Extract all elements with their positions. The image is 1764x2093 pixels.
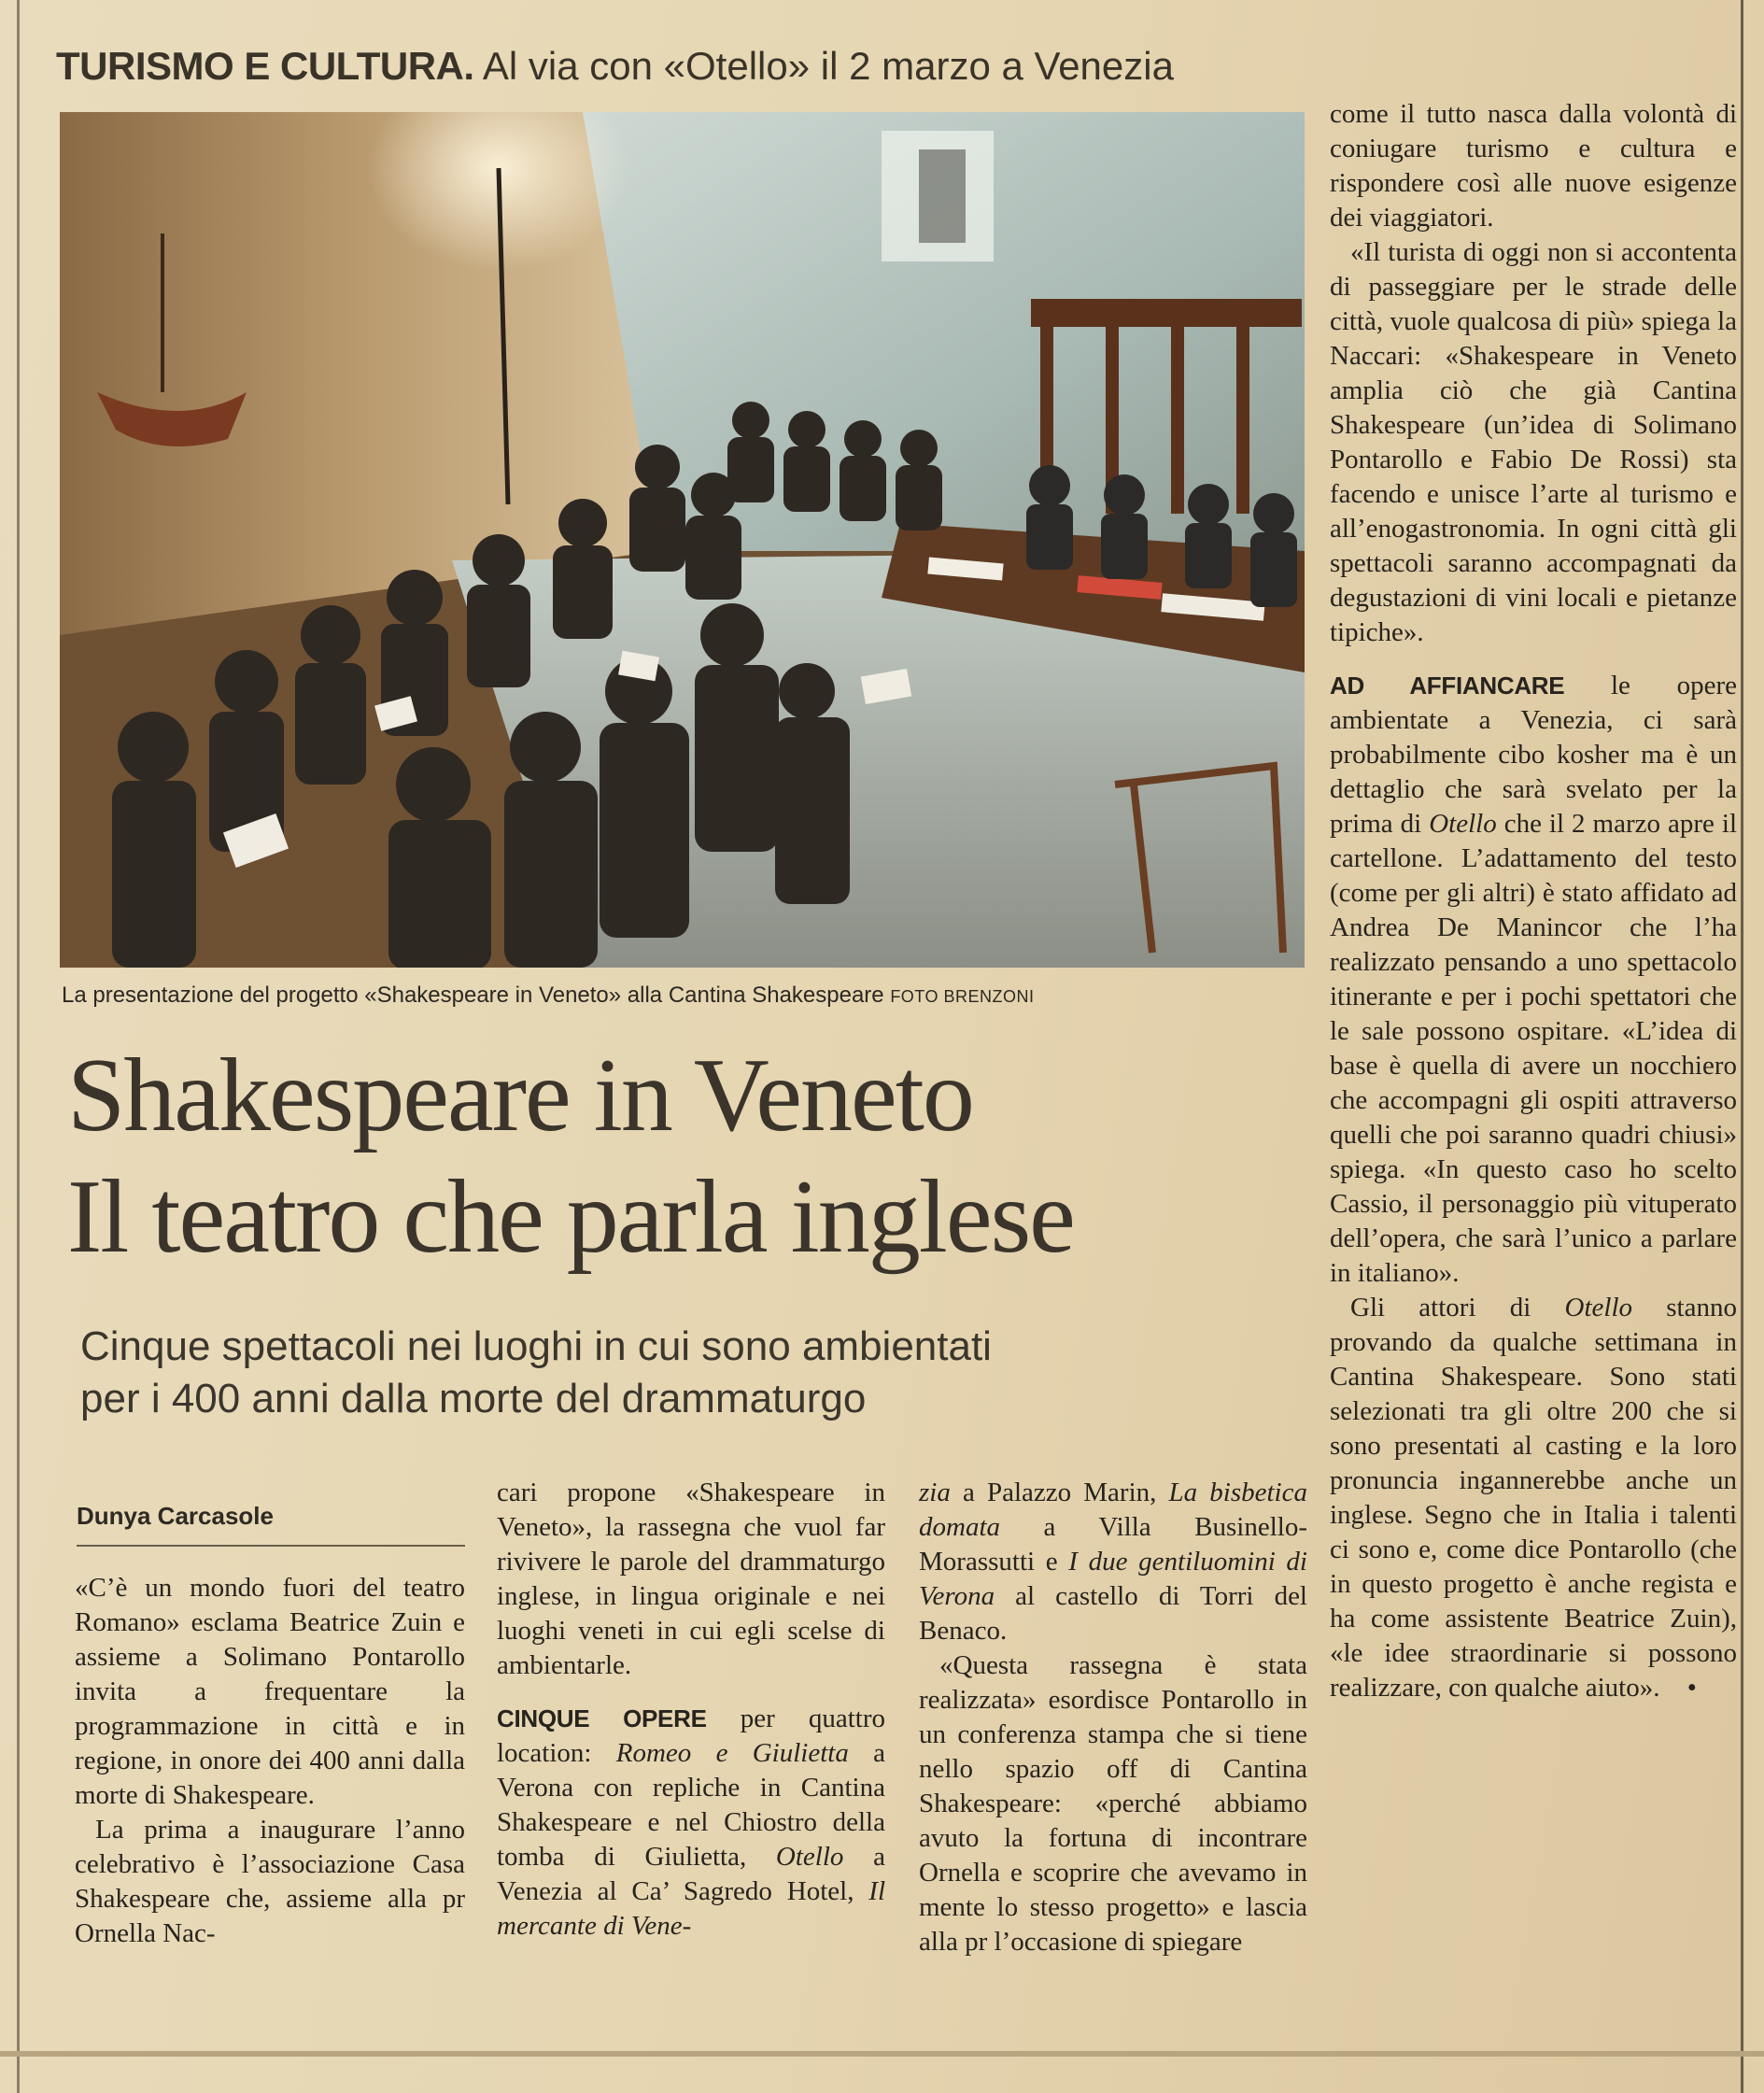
col4-paragraph-4: Gli attori di Otello stanno provando da qualche settimana in Cantina Shakespeare. Sono stati selezionati tra gli oltre 200 che si sono presentati al casting e la loro pronuncia ingannerebbe anche un inglese. Segno che in Italia i talenti ci sono e, come dice Pontarollo (che in questo progetto è anche regista e ha come assistente Beatrice Zuin), «le idee straordinarie si possono realizzare, con qualche aiuto». •	[1330, 1291, 1737, 1705]
col4-lead-in: AD AFFIANCARE	[1330, 672, 1565, 700]
col1-paragraph-1: «C’è un mondo fuori del teatro Romano» esclama Beatrice Zuin e assieme a Solimano Pontarollo invita a frequentare la programmazione in città e in regione, in onore dei 400 anni dalla morte di Shakespeare.	[75, 1573, 465, 1810]
col2-paragraph-1: cari propone «Shakespeare in Veneto», la rassegna che vuol far rivivere le parole del drammaturgo inglese, in lingua originale e nei luoghi veneti in cui egli scelse di ambientarle.	[497, 1478, 885, 1680]
left-margin-rule	[17, 0, 20, 2093]
kicker-section: TURISMO E CULTURA.	[56, 44, 474, 88]
col2-paragraph-2: CINQUE OPERE per quattro location: Romeo e Giulietta a Verona con repliche in Cantina Shakespeare e nel Chiostro della tomba di Giulietta, Otello a Venezia al Ca’ Sagredo Hotel, Il mercante di Vene-	[497, 1704, 886, 1941]
headline-line-2: Il teatro che parla inglese	[67, 1159, 1074, 1275]
subhead-line-1: Cinque spettacoli nei luoghi in cui sono ambientati	[80, 1323, 992, 1369]
article-headline	[67, 1035, 1309, 1278]
col4-paragraph-2: «Il turista di oggi non si accontenta di passeggiare per le strade delle città, vuole qualcosa di più» spiega la Naccari: «Shakespeare in Veneto amplia ciò che già Cantina Shakespeare (un’idea di Solimano Pontarollo e Fabio De Rossi) sta facendo e unisce l’arte al turismo e all’enogastronomia. In ogni città gli spettacoli saranno accompagnati da degustazioni di vini locali e pietanze tipiche».	[1330, 237, 1737, 647]
right-column-rule	[1741, 0, 1743, 2093]
caption-text: La presentazione del progetto «Shakespeare in Veneto» alla Cantina Shakespeare	[62, 983, 884, 1008]
photo-credit: FOTO BRENZONI	[890, 987, 1035, 1006]
subhead-line-2: per i 400 anni dalla morte del drammaturgo	[80, 1376, 867, 1421]
article-subhead	[80, 1321, 1304, 1425]
body-column-3	[919, 1476, 1307, 1959]
headline-line-1: Shakespeare in Veneto	[67, 1038, 973, 1153]
col4-paragraph-3: AD AFFIANCARE le opere ambientate a Venezia, ci sarà probabilmente cibo kosher ma è un dettaglio che sarà svelato per la prima di Otello che il 2 marzo apre il cartellone. L’adattamento del testo (come per gli altri) è stato affidato ad Andrea De Manincor che l’ha realizzato pensando a uno spettacolo itinerante e per i pochi spettatori che le sale possono ospitare. «L’idea di base è quella di avere un nocchiero che accompagni gli ospiti attraverso quelli che poi saranno quadri chiusi» spiega. «In questo caso ho scelto Cassio, il personaggio più vituperato dell’opera, che sarà l’unico a parlare in italiano».	[1330, 671, 1737, 1288]
bottom-fold	[0, 2051, 1764, 2057]
byline-rule	[77, 1545, 465, 1547]
photo-caption	[62, 979, 1304, 1012]
body-column-2	[497, 1476, 885, 1944]
adjacent-article-edge	[1744, 0, 1764, 2093]
byline: Dunya Carcasole	[77, 1502, 274, 1530]
body-column-4	[1330, 97, 1737, 1705]
col3-paragraph-1: zia a Palazzo Marin, La bisbetica domata a Villa Businello-Morassutti e I due gentiluomini di Verona al castello di Torri del Benaco.	[919, 1478, 1307, 1646]
article-photo	[60, 112, 1305, 968]
col4-paragraph-1: come il tutto nasca dalla volontà di coniugare turismo e cultura e rispondere così alle nuove esigenze dei viaggiatori.	[1330, 99, 1737, 233]
col1-paragraph-2: La prima a inaugurare l’anno celebrativo è l’associazione Casa Shakespeare che, assieme alla pr Ornella Nac-	[75, 1815, 465, 1948]
col3-paragraph-2: «Questa rassegna è stata realizzata» esordisce Pontarollo in un conferenza stampa che si tiene nello spazio off di Cantina Shakespeare: «perché abbiamo avuto la fortuna di incontrare Ornella e scoprire che avevamo in mente lo stesso progetto» e lascia alla pr l’occasione di spiegare	[919, 1650, 1307, 1957]
body-column-1	[75, 1571, 465, 1951]
end-mark: •	[1686, 1673, 1697, 1703]
col2-lead-in: CINQUE OPERE	[497, 1704, 707, 1732]
kicker-text: Al via con «Otello» il 2 marzo a Venezia	[482, 44, 1174, 88]
kicker-line	[56, 37, 1174, 95]
